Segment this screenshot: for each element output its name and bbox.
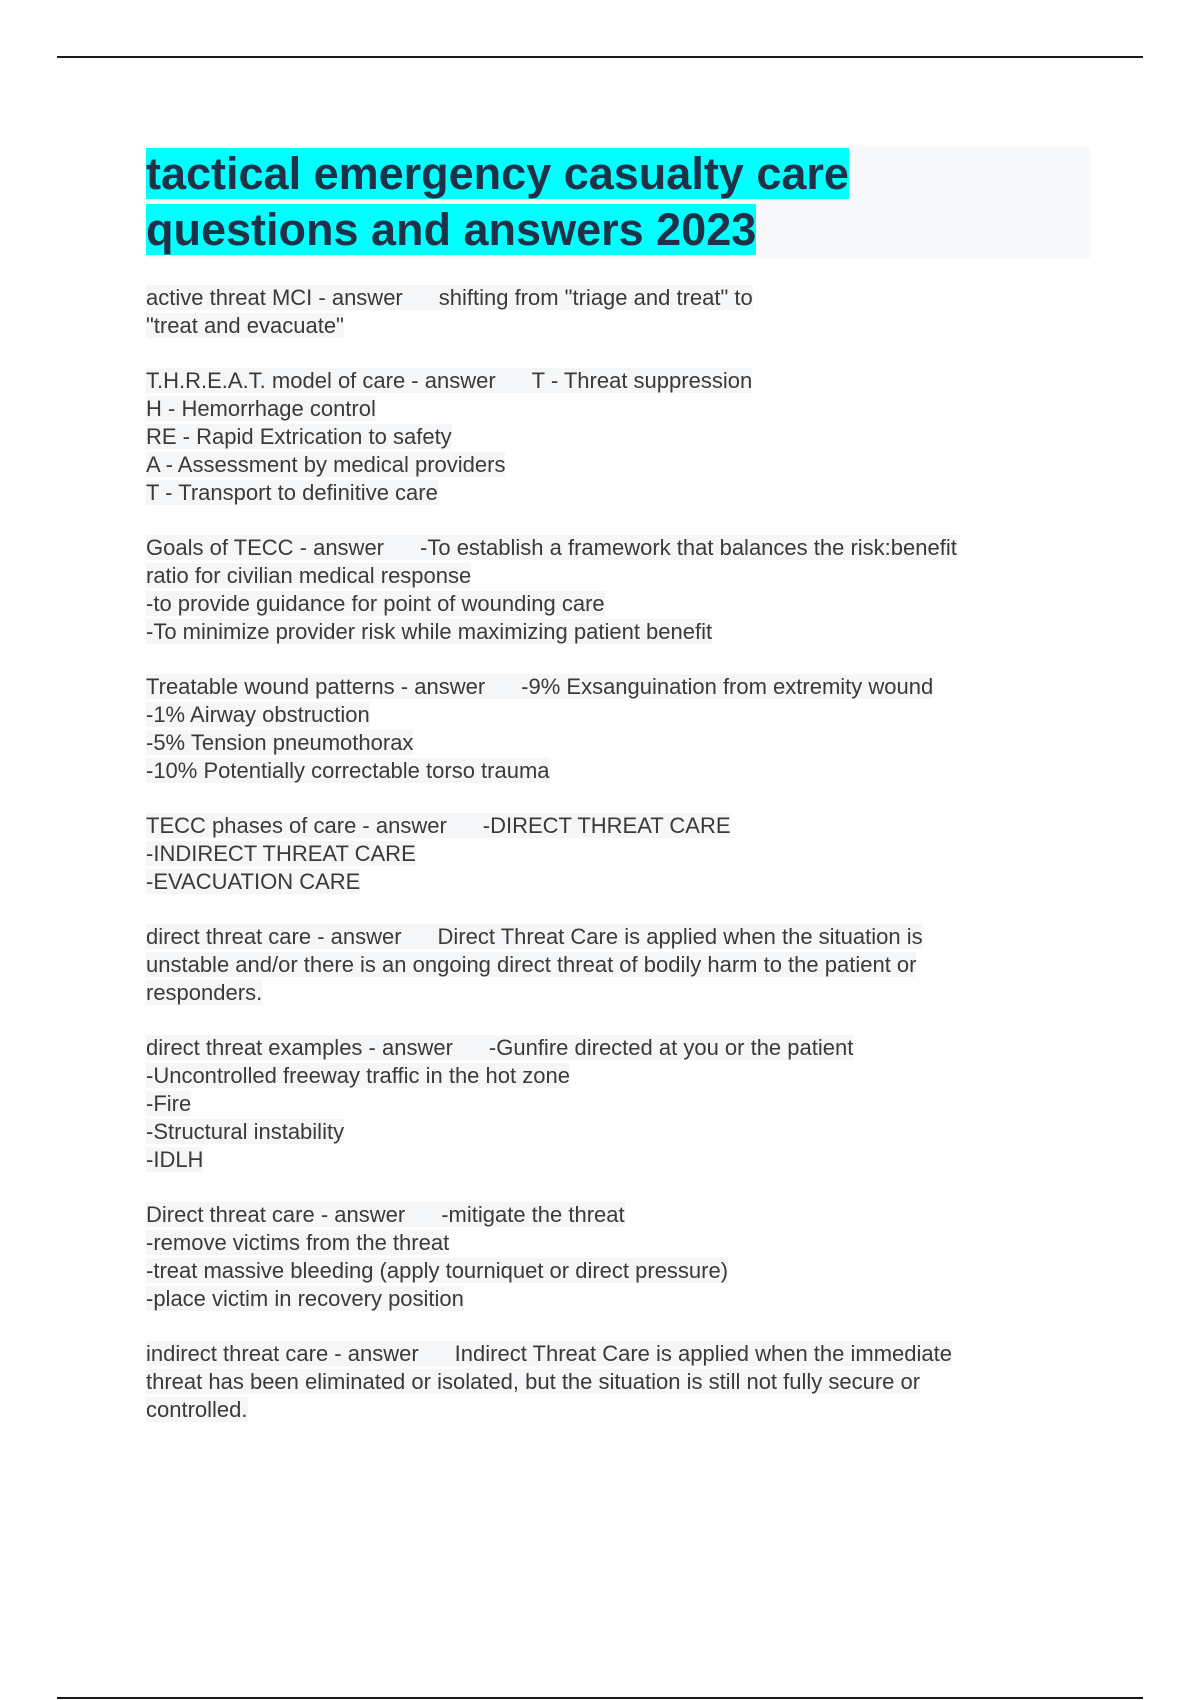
qa-card xyxy=(146,534,1090,646)
qa-answer-text: -10% Potentially correctable torso trauma xyxy=(146,758,550,783)
qa-answer-text: -to provide guidance for point of wounding care xyxy=(146,591,605,616)
qa-card xyxy=(146,1201,1090,1313)
qa-answer-text: A - Assessment by medical providers xyxy=(146,452,506,477)
qa-card xyxy=(146,812,1090,896)
qa-line xyxy=(146,590,1090,618)
qa-answer-text: -IDLH xyxy=(146,1147,204,1172)
qa-answer-text: T - Transport to definitive care xyxy=(146,480,438,505)
qa-answer-text: -treat massive bleeding (apply tourniquet or direct pressure) xyxy=(146,1258,729,1283)
qa-line xyxy=(146,840,1090,868)
qa-term: T.H.R.E.A.T. model of care - answer xyxy=(146,368,496,393)
qa-line xyxy=(146,1368,1090,1396)
title-block xyxy=(146,146,1090,258)
qa-term: Goals of TECC - answer xyxy=(146,535,385,560)
qa-answer-text: "treat and evacuate" xyxy=(146,313,344,338)
qa-answer-text: -To establish a framework that balances the risk:benefit xyxy=(420,535,957,560)
qa-line xyxy=(146,312,1090,340)
qa-line xyxy=(146,367,1090,395)
qa-line xyxy=(146,1340,1090,1368)
qa-term: Direct threat care - answer xyxy=(146,1202,406,1227)
qa-line xyxy=(146,1201,1090,1229)
qa-term: direct threat examples - answer xyxy=(146,1035,453,1060)
title-line-2: questions and answers 2023 xyxy=(146,204,757,255)
qa-line xyxy=(146,284,1090,312)
qa-answer-text: ratio for civilian medical response xyxy=(146,563,472,588)
qa-answer-text: -5% Tension pneumothorax xyxy=(146,730,414,755)
qa-line xyxy=(146,618,1090,646)
qa-line xyxy=(146,451,1090,479)
qa-line xyxy=(146,812,1090,840)
qa-card xyxy=(146,1034,1090,1174)
qa-term: active threat MCI - answer xyxy=(146,285,403,310)
qa-card xyxy=(146,1340,1090,1424)
qa-card xyxy=(146,923,1090,1007)
qa-answer-text: -DIRECT THREAT CARE xyxy=(482,813,731,838)
qa-answer-text: -To minimize provider risk while maximizing patient benefit xyxy=(146,619,713,644)
qa-term: TECC phases of care - answer xyxy=(146,813,447,838)
qa-line xyxy=(146,534,1090,562)
qa-line xyxy=(146,395,1090,423)
qa-line xyxy=(146,1090,1090,1118)
qa-line xyxy=(146,423,1090,451)
qa-answer-text: -Structural instability xyxy=(146,1119,345,1144)
qa-line xyxy=(146,1396,1090,1424)
qa-answer-text: controlled. xyxy=(146,1397,248,1422)
qa-line xyxy=(146,923,1090,951)
qa-answer-text: T - Threat suppression xyxy=(531,368,753,393)
qa-answer-text: responders. xyxy=(146,980,263,1005)
top-rule xyxy=(57,56,1143,58)
qa-answer-text: -remove victims from the threat xyxy=(146,1230,450,1255)
qa-answer-text: -1% Airway obstruction xyxy=(146,702,370,727)
qa-term: indirect threat care - answer xyxy=(146,1341,419,1366)
qa-line xyxy=(146,868,1090,896)
qa-answer-text: Indirect Threat Care is applied when the immediate xyxy=(454,1341,952,1366)
qa-answer-text: -9% Exsanguination from extremity wound xyxy=(521,674,934,699)
qa-answer-text: -Fire xyxy=(146,1091,192,1116)
qa-line xyxy=(146,1257,1090,1285)
qa-card xyxy=(146,367,1090,507)
qa-line xyxy=(146,1034,1090,1062)
qa-answer-text: threat has been eliminated or isolated, but the situation is still not fully secure or xyxy=(146,1369,921,1394)
qa-answer-text: unstable and/or there is an ongoing direct threat of bodily harm to the patient or xyxy=(146,952,917,977)
qa-answer-text: -mitigate the threat xyxy=(441,1202,625,1227)
qa-answer-text: H - Hemorrhage control xyxy=(146,396,376,421)
document-content xyxy=(146,146,1090,1451)
qa-line xyxy=(146,1229,1090,1257)
qa-answer-text: -Uncontrolled freeway traffic in the hot zone xyxy=(146,1063,570,1088)
qa-line xyxy=(146,1146,1090,1174)
qa-card xyxy=(146,673,1090,785)
qa-line xyxy=(146,951,1090,979)
qa-line xyxy=(146,479,1090,507)
qa-line xyxy=(146,562,1090,590)
qa-line xyxy=(146,701,1090,729)
qa-line xyxy=(146,757,1090,785)
qa-answer-text: -INDIRECT THREAT CARE xyxy=(146,841,416,866)
qa-list xyxy=(146,284,1090,1424)
qa-line xyxy=(146,673,1090,701)
qa-line xyxy=(146,979,1090,1007)
qa-answer-text: -EVACUATION CARE xyxy=(146,869,361,894)
qa-answer-text: RE - Rapid Extrication to safety xyxy=(146,424,452,449)
document-title xyxy=(146,146,1090,258)
qa-card xyxy=(146,284,1090,340)
qa-answer-text: -Gunfire directed at you or the patient xyxy=(488,1035,854,1060)
qa-line xyxy=(146,729,1090,757)
qa-line xyxy=(146,1062,1090,1090)
qa-answer-text: -place victim in recovery position xyxy=(146,1286,464,1311)
qa-line xyxy=(146,1118,1090,1146)
qa-term: Treatable wound patterns - answer xyxy=(146,674,486,699)
qa-answer-text: shifting from "triage and treat" to xyxy=(438,285,753,310)
qa-term: direct threat care - answer xyxy=(146,924,402,949)
qa-line xyxy=(146,1285,1090,1313)
bottom-rule xyxy=(57,1697,1143,1699)
qa-answer-text: Direct Threat Care is applied when the situation is xyxy=(437,924,923,949)
title-line-1: tactical emergency casualty care xyxy=(146,148,849,199)
